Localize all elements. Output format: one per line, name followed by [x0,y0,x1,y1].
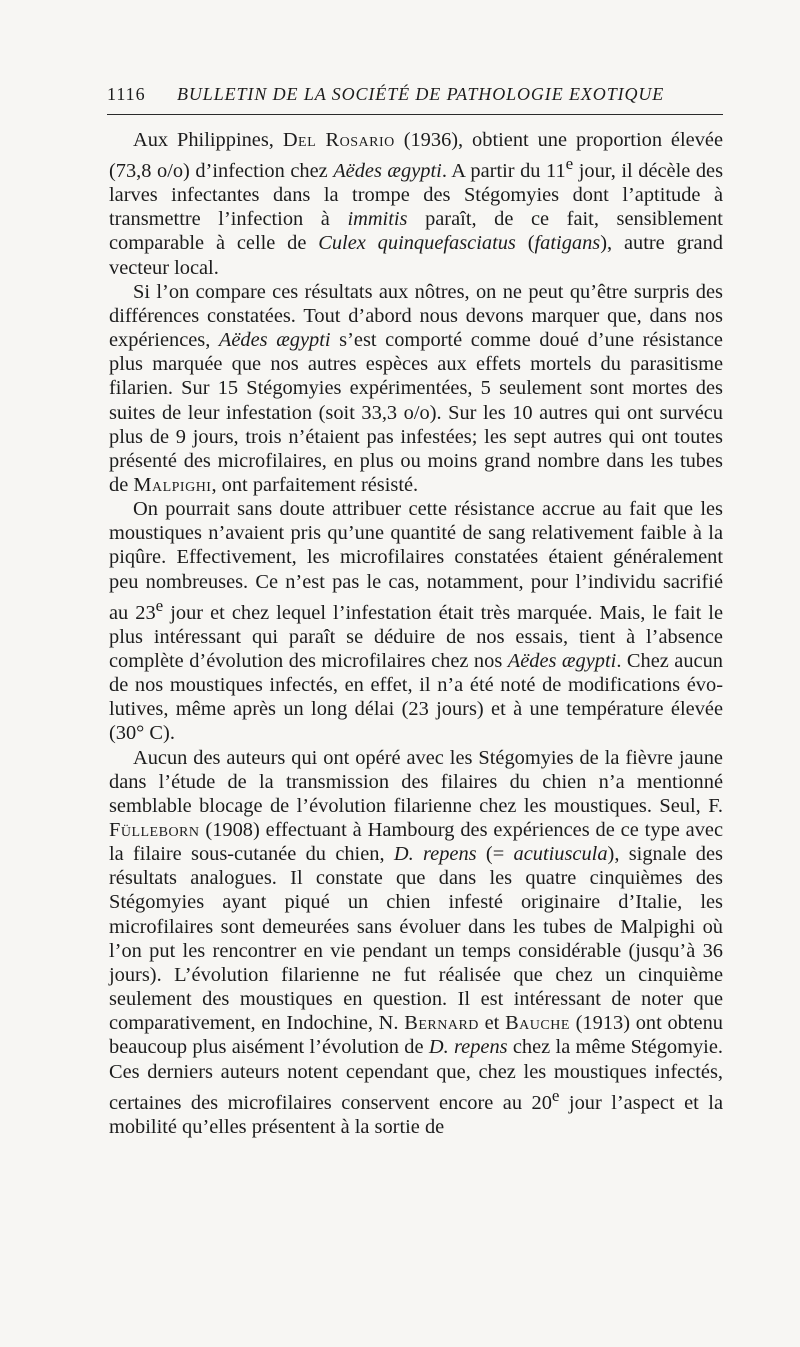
text-run: On pourrait sans doute attribuer cette résistance accrue au fait que les moustiques n’avaient pris qu’une quantité de sang relativement faible à la piqûre. Effectivement, les microfilaires constatées étaient généralement peu nombreuses. Ce n’est pas le cas, notamment, pour l’individu sacrifié au 23 [109,498,723,624]
paragraph-1 [109,128,723,280]
italic-run: fatigans [534,232,601,255]
header-rule [107,114,723,115]
superscript: e [565,154,574,174]
italic-run: D. repens [393,843,477,866]
italic-run: Aëdes ægypti [218,329,331,352]
text-run: (1913) ont obtenu beaucoup plus aisément l’évolution de [109,1012,723,1059]
text-run: Aux Philippines, [133,129,283,151]
paragraph-2 [109,280,723,497]
body-text [109,128,723,1139]
text-run: ( [515,232,535,255]
paragraph-3 [109,497,723,745]
text-run: paraît, de ce fait, sensiblement comparable à celle de [109,208,723,255]
italic-run: Aëdes ægypti [507,649,617,672]
italic-run: D. repens [428,1036,508,1059]
text-run: (1936), obtient une proportion élevée (73,8 o/o) d’infection chez [109,129,723,182]
italic-run: Aëdes ægypti [333,159,442,182]
italic-run: acutiuscula [513,843,608,866]
text-run: (= [476,843,514,866]
text-run: s’est comporté comme doué d’une résistance plus marquée que nos autres espèces aux effets mortels du parasitisme filarien. Sur 15 Stégomyies expérimentées, 5 seulement sont mortes des suites de leur infestation (soit 33,3 o/o). Sur les 10 autres qui ont survécu plus de 9 jours, trois n’étaient pas infestées; les sept autres qui ont toutes présenté des microfilaires, en plus ou moins grand nombre dans les tubes de [109,329,723,496]
italic-run: Culex quinquefasciatus [318,232,516,255]
author-name: Bauche [505,1012,570,1035]
text-run: , ont parfaitement résisté. [211,473,419,496]
author-name: Fülleborn [109,818,200,841]
text-run: ), autre grand vecteur local. [109,232,723,279]
text-run: et [478,1012,506,1035]
text-run: . Chez aucun de nos moustiques infectés, en effet, il n’a été noté de modifications évolutives, même après un long délai (23 jours) et à une température élevée (30° C). [109,649,723,745]
text-run: (1908) effectuant à Hambourg des expériences de ce type avec la filaire sous-cutanée du chien, [109,818,723,866]
italic-run: immitis [347,208,408,231]
superscript: e [155,595,164,615]
text-run: chez la même Stégomyie. Ces derniers auteurs notent cependant que, chez les moustiques infectés, certaines des microfilaires conservent encore au 20 [109,1036,723,1114]
text-run: . A partir du 11 [441,159,566,182]
superscript: e [551,1085,560,1105]
text-run: ), signale des résultats analogues. Il constate que dans les quatre cinquièmes des Stégomyies ayant piqué un chien infesté originaire d’Italie, les microfilaires sont demeurées sans évoluer dans les tubes de Malpighi où l’on put les rencontrer en vie pendant un temps considérable (jusqu’à 36 jours). L’évolution filarienne ne fut réalisée que chez un cinquième seulement des moustiques en question. Il est intéressant de noter que comparativement, en Indochine, N. [109,843,723,1035]
paragraph-4 [109,746,723,1139]
text-run: jour et chez lequel l’infestation était très marquée. Mais, le fait le plus intéressant qui paraît se déduire de nos essais, tient à l’absence complète d’évolution des microfilaires chez nos [109,601,723,672]
text-run: Aucun des auteurs qui ont opéré avec les Stégomyies de la fièvre jaune dans l’étude de la transmission des filaires du chien n’a mentionné semblable blocage de l’évolution filarienne chez les moustiques. Seul, F. [109,746,723,817]
author-name: Bernard [404,1012,479,1035]
author-name: Del Rosario [282,129,395,151]
text-run: jour l’aspect et la mobilité qu’elles présentent à la sortie de [109,1091,723,1138]
page-number: 1116 [107,84,146,104]
author-name: Malpighi [133,473,212,496]
text-run: Si l’on compare ces résultats aux nôtres, on ne peut qu’être surpris des différences constatées. Tout d’abord nous devons marquer que, dans nos expériences, [109,280,723,352]
journal-title: BULLETIN DE LA SOCIÉTÉ DE PATHOLOGIE EXOTIQUE [177,84,665,104]
text-run: jour, il décèle des larves infectantes dans la trompe des Stégomyies dont l’aptitude à transmettre l’infection à [109,159,724,231]
